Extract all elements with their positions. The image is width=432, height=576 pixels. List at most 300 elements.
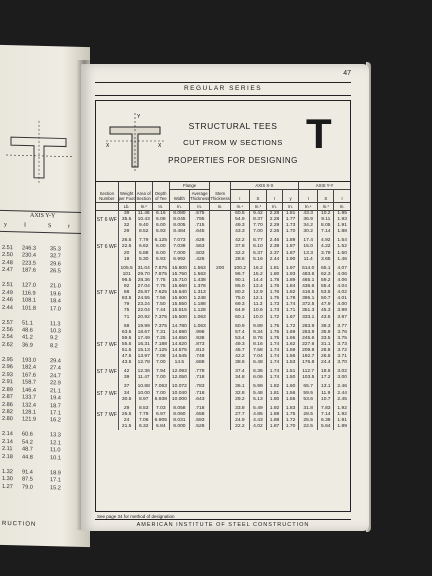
header-section: Section Number: [96, 182, 118, 203]
table-cell: 7.063: [152, 381, 169, 390]
table-cell: 14.575: [169, 348, 189, 354]
table-cell: 30.5: [118, 397, 135, 403]
table-cell: 7.375: [152, 315, 169, 321]
section-number-cell: ST 7 WF: [96, 366, 118, 375]
table-cell: 13.97: [135, 354, 152, 360]
table-cell: 22.5: [118, 244, 135, 250]
section-number-cell: ST 6 WF: [96, 244, 117, 251]
left-page-value: 22.9: [50, 380, 61, 387]
table-cell: 7.56: [152, 296, 169, 302]
table-cell: 3.79: [318, 251, 334, 257]
table-cell: 7.44: [152, 308, 169, 314]
table-cell: 263.8: [299, 330, 318, 336]
table-cell: 1.70: [283, 229, 299, 235]
table-cell: .718: [189, 403, 209, 412]
left-page-value: 2.56: [2, 326, 13, 334]
left-page-value: 2.18: [2, 453, 13, 460]
table-cell: 7.79: [135, 412, 152, 418]
table-cell: 1.248: [189, 296, 209, 302]
unit-blank: [96, 203, 118, 211]
table-cell: 1.74: [283, 302, 299, 308]
table-cell: 7.58: [249, 348, 266, 354]
table-cell: 1.62: [283, 342, 299, 348]
left-page-value: 79.0: [22, 483, 33, 491]
left-page-value: 187.6: [22, 267, 36, 275]
table-cell: 7.03: [152, 403, 169, 412]
header-flange: Flange: [169, 182, 210, 190]
table-cell: 24.9: [230, 418, 249, 424]
table-cell: 17.4: [299, 235, 318, 244]
table-cell: 14.650: [169, 336, 189, 342]
table-cell: 80.2: [230, 290, 249, 296]
table-cell: 3.72: [337, 347, 347, 353]
table-cell: 1.74: [266, 360, 282, 366]
table-cell: 1.313: [189, 290, 209, 296]
table-cell: 1.50: [283, 375, 299, 381]
left-page-value: 13.3: [50, 432, 61, 439]
table-cell: 75: [118, 308, 135, 314]
table-cell: 7.00: [249, 229, 266, 235]
table-cell: 47.9: [318, 302, 334, 308]
table-cell: .658: [189, 412, 209, 418]
table-cell: 7.14: [318, 229, 334, 235]
table-cell: 12.9: [249, 290, 266, 296]
left-page-value: 60.6: [22, 431, 33, 439]
table-cell: 3.73: [337, 341, 347, 347]
table-cell: 12.050: [169, 375, 189, 381]
table-cell: 10.000: [169, 397, 189, 403]
table-cell: 333.1: [299, 315, 318, 321]
table-cell: 14.780: [169, 321, 189, 330]
table-cell: 11.9: [318, 391, 334, 397]
left-axis-header: [0, 210, 82, 234]
table-cell: 22.04: [135, 308, 152, 314]
table-cell: 10.6: [249, 308, 266, 314]
table-cell: 103.5: [299, 375, 318, 381]
table-cell: 7.000: [169, 251, 189, 257]
left-page-value: 2.57: [2, 319, 13, 326]
table-cell: 23.24: [135, 302, 152, 308]
table-cell: .575: [189, 211, 209, 218]
table-cell: 38.6: [230, 360, 249, 366]
left-page-value: 15.2: [50, 484, 61, 491]
table-cell: 6.06: [249, 375, 266, 381]
unit-s-xx: In.³: [249, 203, 266, 211]
table-cell: [210, 211, 230, 218]
table-cell: 25.87: [135, 290, 152, 296]
table-cell: 26.5: [118, 412, 135, 418]
table-cell: 43.5: [318, 315, 334, 321]
table-cell: 1.83: [283, 403, 299, 412]
left-page-value: 116.9: [22, 290, 36, 297]
left-col-header-y: y: [4, 221, 7, 229]
table-cell: 1.60: [283, 381, 299, 390]
left-page-value: 2.51: [2, 282, 13, 289]
tee-section-icon: [6, 115, 76, 187]
table-cell: 18.6: [318, 366, 334, 375]
table-cell: 7.14: [318, 412, 334, 418]
left-page-value: 2.47: [2, 267, 13, 274]
table-cell: 227.6: [299, 342, 318, 348]
table-cell: 7.125: [152, 348, 169, 354]
left-page-value: 35.3: [50, 246, 61, 253]
table-cell: 29.70: [135, 272, 152, 278]
table-cell: .873: [189, 342, 209, 348]
table-cell: .643: [189, 397, 209, 403]
table-cell: 1.188: [189, 302, 209, 308]
section-number-cell: ST 7 WF: [96, 390, 117, 397]
table-cell: 1.90: [283, 257, 299, 263]
left-page-value: 11.3: [50, 320, 61, 327]
table-cell: 1.89: [337, 424, 347, 429]
table-cell: 1.75: [266, 330, 282, 336]
header-thickness: Average Thickness: [189, 191, 210, 201]
table-cell: 5.30: [135, 257, 152, 263]
left-page-value: 167.6: [22, 372, 36, 379]
table-cell: 372.5: [299, 302, 318, 308]
left-page-value: 132.4: [22, 401, 36, 409]
table-cell: 20: [118, 251, 135, 257]
table-cell: 43.5: [118, 360, 135, 366]
table-cell: 1.88: [337, 229, 347, 235]
left-page-value: 182.4: [22, 364, 36, 372]
table-cell: 1.54: [337, 238, 347, 244]
table-cell: 6.77: [249, 235, 266, 244]
table-cell: 34.8: [230, 375, 249, 381]
footnote: See page 34 for method of designation: [97, 514, 175, 519]
table-cell: 416.5: [299, 290, 318, 296]
left-page-value: 2.48: [2, 259, 13, 267]
header-width: Width: [169, 190, 189, 203]
left-page-value: 128.1: [22, 409, 36, 416]
left-page-value: 41.2: [22, 334, 33, 342]
table-cell: 13.3: [299, 251, 318, 257]
table-cell: 7.039: [169, 244, 189, 250]
table-cell: 1.55: [283, 397, 299, 403]
table-cell: 5.99: [249, 381, 266, 390]
table-cell: 28.6: [230, 257, 249, 263]
left-page-value: 146.4: [22, 387, 36, 394]
table-cell: 13.1: [318, 381, 334, 390]
table-cell: 42.2: [230, 235, 249, 244]
table-cell: 6.32: [135, 424, 152, 430]
left-page-value: 2.44: [2, 304, 13, 311]
left-page-value: 193.0: [22, 357, 36, 364]
table-cell: 1.75: [266, 336, 282, 342]
table-cell: 59.2: [318, 278, 334, 284]
table-cell: 5.16: [249, 257, 266, 263]
table-cell: 49.3: [230, 342, 249, 348]
left-page-value: 48.6: [22, 327, 33, 334]
table-cell: 59.5: [118, 336, 135, 342]
table-cell: 10.072: [169, 381, 189, 390]
table-cell: 7.188: [152, 342, 169, 348]
table-cell: 1.77: [283, 217, 299, 223]
table-cell: 85.0: [230, 284, 249, 290]
table-cell: .718: [189, 375, 209, 381]
table-cell: 4.02: [337, 290, 347, 296]
table-cell: 53.4: [230, 336, 249, 342]
table-cell: 8.52: [135, 229, 152, 235]
table-cell: 26.5: [118, 235, 135, 244]
header-i-yy: I: [299, 190, 318, 203]
table-cell: 42: [118, 366, 135, 375]
table-cell: 1.56: [283, 391, 299, 397]
left-page-value: 51.1: [22, 319, 33, 327]
table-cell: 1.52: [337, 244, 347, 250]
left-page-value: 2.14: [2, 431, 13, 438]
big-letter-t: T: [306, 110, 332, 157]
unit-s-yy: In.³: [318, 203, 334, 211]
table-cell: 71: [118, 315, 135, 321]
table-cell: 12.36: [135, 366, 152, 375]
table-cell: 96.7: [230, 272, 249, 278]
table-cell: 1.75: [266, 296, 282, 302]
table-cell: 15.515: [169, 308, 189, 314]
table-cell: 1.59: [283, 348, 299, 354]
table-cell: 7.83: [318, 403, 334, 412]
table-cell: 25.5: [299, 418, 318, 424]
left-page-value: 11.0: [50, 447, 61, 454]
header-r-xx: r: [266, 190, 282, 203]
table-cell: 7.06: [135, 418, 152, 424]
table-cell: 9.40: [135, 223, 152, 229]
table-cell: 112.7: [299, 366, 318, 375]
table-cell: 4.06: [337, 277, 347, 283]
table-cell: 1.50: [337, 250, 347, 256]
section-number-cell: [96, 403, 118, 412]
table-cell: 4.85: [249, 412, 266, 418]
header-stem: Stem Thickness: [210, 182, 230, 203]
table-cell: 3.00: [337, 375, 347, 381]
table-cell: 50.7: [318, 296, 334, 302]
table-cell: 1.73: [266, 308, 282, 314]
left-page-value: 54.2: [22, 439, 33, 446]
left-page-value: 2.82: [2, 408, 13, 416]
table-cell: 29.2: [230, 397, 249, 403]
left-footer: RUCTION: [2, 520, 37, 528]
left-page-value: 108.1: [22, 297, 36, 304]
table-cell: 19.99: [135, 321, 152, 330]
table-cell: 8.16: [249, 342, 266, 348]
table-cell: 1.76: [266, 284, 282, 290]
table-cell: 6.00: [152, 244, 169, 250]
table-cell: 7.375: [152, 321, 169, 330]
table-cell: 28.8: [318, 348, 334, 354]
table-cell: 5.13: [249, 397, 266, 403]
table-cell: 1.563: [189, 263, 209, 272]
table-cell: 6.00: [152, 251, 169, 257]
table-cell: 5.88: [135, 251, 152, 257]
table-cell: 83.5: [118, 296, 135, 302]
table-cell: 6.16: [152, 211, 169, 218]
left-page-value: 2.87: [2, 393, 13, 401]
left-page-value: 18.7: [50, 402, 61, 409]
table-cell: 10.2: [318, 211, 334, 218]
section-number-cell: [96, 321, 118, 330]
table-cell: 10.43: [135, 217, 152, 223]
table-cell: 101: [118, 272, 135, 278]
table-cell: 6.125: [152, 235, 169, 244]
table-cell: 1.72: [266, 315, 282, 321]
table-cell: 14.690: [169, 330, 189, 336]
section-number-cell: [96, 424, 118, 430]
properties-table: [96, 182, 350, 430]
header-r-yy: r: [334, 190, 350, 203]
left-col-header-r: r: [68, 223, 70, 230]
header-i-xx: I: [230, 190, 249, 203]
table-cell: 59.5: [299, 391, 318, 397]
header-s-xx: S: [249, 190, 266, 203]
table-cell: 1.75: [266, 321, 282, 330]
table-cell: 1.75: [283, 412, 299, 418]
table-cell: 6.938: [152, 397, 169, 403]
table-cell: 2.44: [337, 390, 347, 396]
table-cell: 7.04: [249, 354, 266, 360]
table-cell: 1.92: [337, 411, 347, 417]
diagram-y-label: Y: [137, 114, 141, 120]
left-page-value: 17.0: [50, 305, 61, 313]
table-cell: 27.7: [230, 412, 249, 418]
table-cell: 14.5: [169, 360, 189, 366]
table-cell: 6.84: [152, 424, 169, 430]
table-cell: 7.50: [152, 302, 169, 308]
left-page-value: 246.3: [22, 245, 36, 252]
table-cell: 5.49: [249, 403, 266, 412]
left-page-value: 2.49: [2, 289, 13, 296]
table-cell: 6.38: [318, 418, 334, 424]
unit-i-yy: In.⁴: [299, 203, 318, 211]
table-cell: 4.01: [337, 296, 347, 302]
table-cell: 3.76: [337, 329, 347, 335]
section-number-cell: [96, 381, 118, 390]
left-page-value: 48.7: [22, 446, 33, 453]
table-cell: [210, 381, 230, 390]
table-cell: 37: [118, 381, 135, 390]
table-cell: 3.65: [318, 257, 334, 263]
table-cell: 8.045: [169, 217, 189, 223]
table-cell: 55.5: [118, 342, 135, 348]
left-page-value: 91.4: [22, 468, 33, 476]
table-cell: 22.2: [230, 424, 249, 430]
table-cell: 15.600: [169, 296, 189, 302]
table-cell: 65.1: [318, 263, 334, 272]
left-page-value: 16.2: [50, 417, 61, 424]
table-cell: 1.70: [283, 424, 299, 430]
table-cell: 60.1: [230, 315, 249, 321]
table-cell: 1.88: [266, 418, 282, 424]
table-cell: 1.78: [266, 278, 282, 284]
left-page-value: 2.14: [2, 438, 13, 445]
table-cell: .426: [189, 257, 209, 263]
left-page-value: 127.0: [22, 282, 36, 290]
table-cell: 1.89: [283, 278, 299, 284]
table-cell: 37.4: [230, 366, 249, 375]
unit-depth: In.: [152, 203, 169, 211]
table-cell: 13.4: [249, 284, 266, 290]
left-page-value: 2.96: [2, 364, 13, 371]
table-cell: 15.800: [169, 263, 189, 272]
table-cell: 1.74: [266, 348, 282, 354]
header-weight: Weight per Foot: [118, 182, 135, 203]
table-cell: 1.69: [283, 330, 299, 336]
left-page-value: 18.9: [50, 469, 61, 477]
left-page-value: 2.51: [2, 244, 13, 252]
table-cell: 15.660: [169, 284, 189, 290]
table-cell: 28.5: [299, 412, 318, 418]
table-cell: 10.040: [169, 391, 189, 397]
table-cell: 51.5: [118, 348, 135, 354]
table-cell: 64.9: [230, 308, 249, 314]
table-cell: 4.43: [249, 418, 266, 424]
table-cell: 6.36: [249, 366, 266, 375]
table-cell: 1.438: [189, 278, 209, 284]
table-cell: 45.7: [230, 348, 249, 354]
table-cell: 1.74: [266, 366, 282, 375]
table-cell: .645: [189, 229, 209, 235]
left-page-value: 19.4: [50, 395, 61, 402]
table-cell: 176.8: [299, 360, 318, 366]
table-cell: 7.00: [152, 391, 169, 397]
table-cell: 1.71: [283, 308, 299, 314]
header-depth: Depth of Tee: [152, 182, 169, 203]
table-cell: 14.620: [169, 342, 189, 348]
table-cell: 17.2: [318, 375, 334, 381]
table-row: [96, 366, 350, 375]
table-cell: 5.93: [152, 257, 169, 263]
table-cell: 63.5: [118, 330, 135, 336]
table-cell: 54.9: [230, 217, 249, 223]
table-cell: 57.4: [230, 330, 249, 336]
table-cell: 1.67: [283, 315, 299, 321]
left-column-s: [50, 246, 61, 492]
table-cell: 1.063: [189, 315, 209, 321]
table-cell: .688: [189, 360, 209, 366]
table-cell: 8.080: [169, 211, 189, 218]
table-cell: 60.5: [230, 211, 249, 218]
table-cell: 3.77: [337, 323, 347, 329]
table-cell: 395.1: [299, 296, 318, 302]
table-cell: 3.99: [337, 308, 347, 314]
table-cell: 1.74: [266, 375, 282, 381]
table-cell: 10.00: [135, 391, 152, 397]
table-cell: 39: [118, 375, 135, 381]
left-page-value: 2.95: [2, 356, 13, 363]
table-cell: 21.5: [118, 424, 135, 430]
table-row: [96, 381, 350, 390]
table-cell: .795: [189, 217, 209, 223]
table-cell: 7.06: [152, 354, 169, 360]
diagram-x-label-right: X: [158, 143, 162, 149]
left-page-value: 10.1: [50, 454, 61, 462]
left-page-value: 2.46: [2, 297, 13, 304]
table-cell: 7.94: [152, 366, 169, 375]
table-cell: 6.48: [249, 360, 266, 366]
table-cell: 7.70: [249, 223, 266, 229]
table-cell: 75.0: [230, 296, 249, 302]
table-cell: 18.67: [135, 330, 152, 336]
table-cell: 7.625: [152, 290, 169, 296]
table-cell: 28.36: [135, 278, 152, 284]
table-cell: 7.00: [152, 360, 169, 366]
table-cell: 436.6: [299, 284, 318, 290]
left-page-value: 2.86: [2, 401, 13, 408]
table-cell: 483.6: [299, 272, 318, 278]
table-cell: 29: [118, 403, 135, 412]
table-cell: 6.00: [152, 223, 169, 229]
unit-stem: In.: [210, 203, 230, 211]
table-cell: 351.3: [299, 308, 318, 314]
